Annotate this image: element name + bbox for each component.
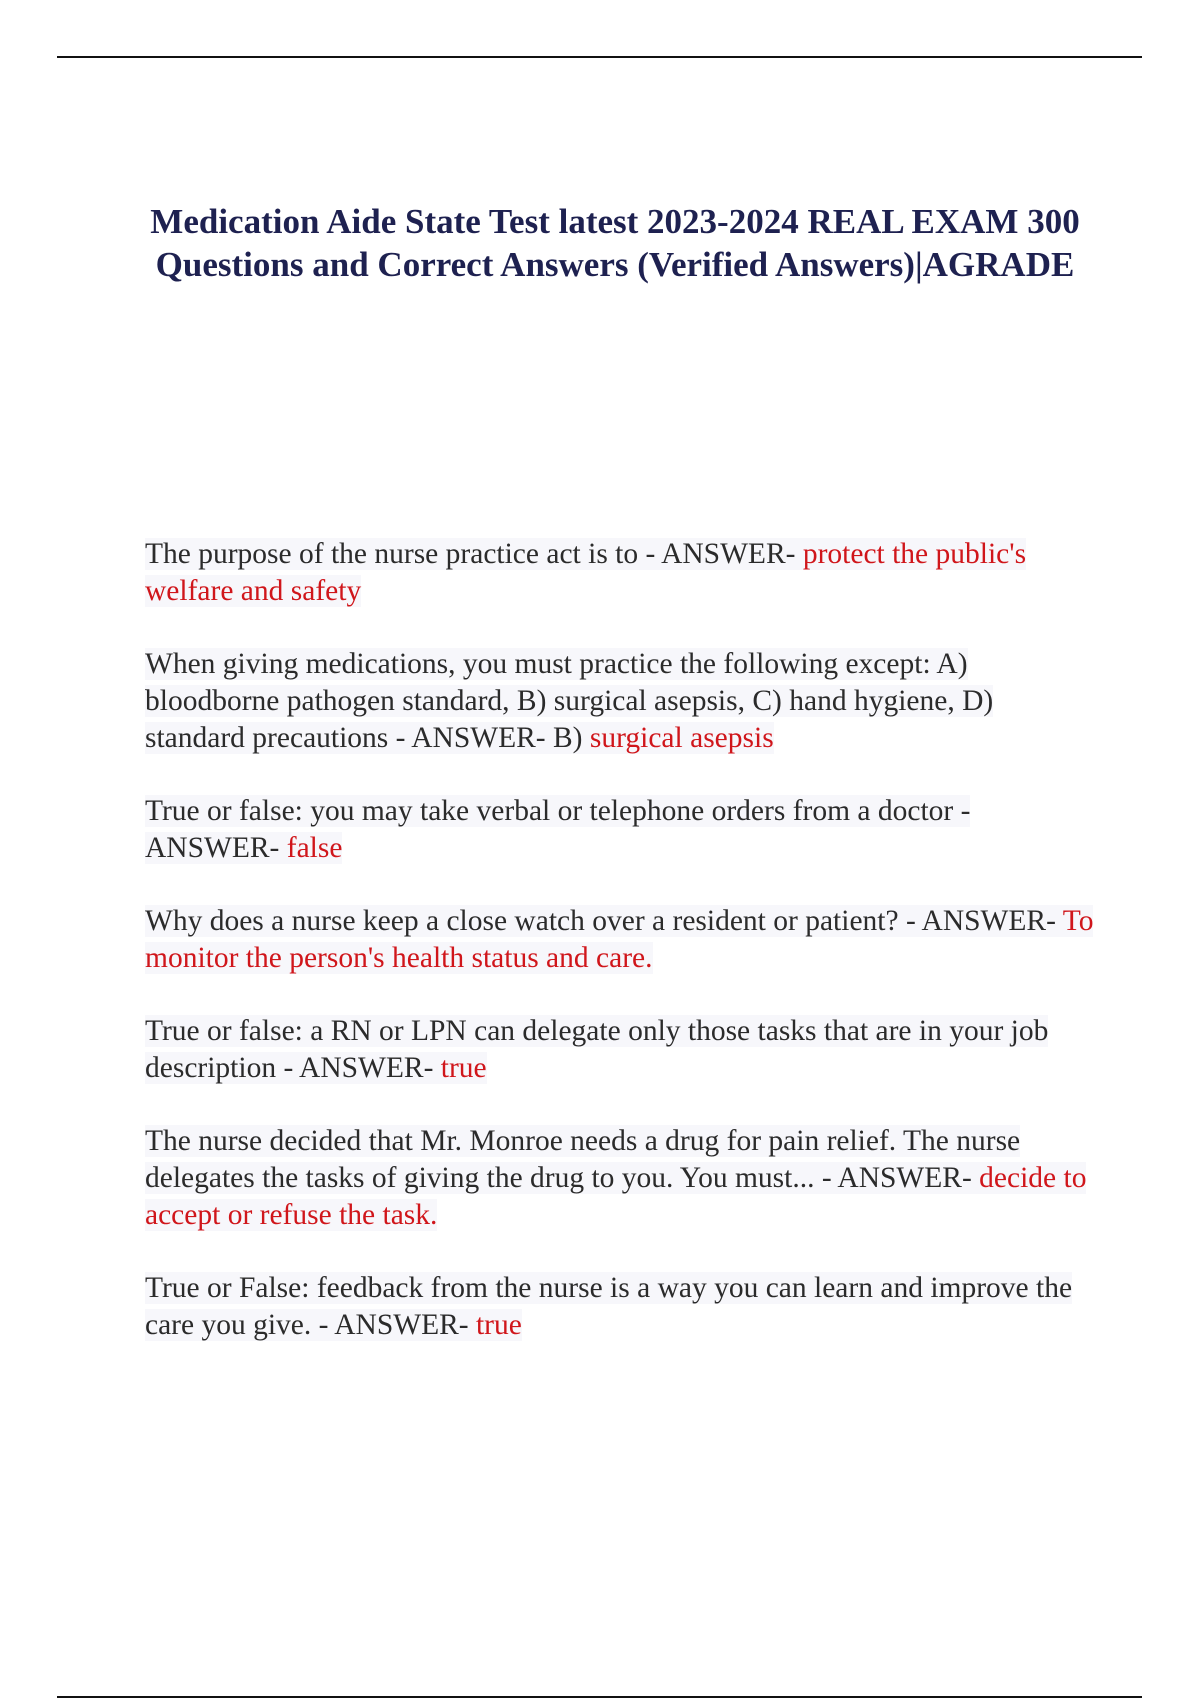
qa-item-1: [145, 536, 1095, 610]
qa-list: [145, 536, 1095, 1380]
question-text: The purpose of the nurse practice act is to - ANSWER-: [145, 538, 803, 570]
answer-text: true: [475, 1309, 522, 1341]
question-text: True or false: a RN or LPN can delegate only those tasks that are in your job description - ANSWER-: [145, 1015, 1049, 1084]
question-text: When giving medications, you must practice the following except: A) bloodborne pathogen standard, B) surgical asepsis, C) hand hygiene, D) standard precautions - ANSWER- B): [145, 648, 994, 754]
answer-text: true: [440, 1052, 487, 1084]
qa-item-3: [145, 793, 1095, 867]
answer-text: false: [286, 832, 343, 864]
qa-item-4: [145, 903, 1095, 977]
document-title: Medication Aide State Test latest 2023-2024 REAL EXAM 300 Questions and Correct Answers (Verified Answers)|AGRADE: [150, 202, 1080, 284]
answer-text: surgical asepsis: [589, 722, 774, 754]
question-text: The nurse decided that Mr. Monroe needs a drug for pain relief. The nurse delegates the tasks of giving the drug to you. You must... - ANSWER-: [145, 1125, 1021, 1194]
qa-item-7: [145, 1270, 1095, 1344]
top-rule: [57, 56, 1142, 58]
answer-text: decide to accept or refuse the task.: [145, 1162, 1087, 1231]
answer-text: To monitor the person's health status and care.: [145, 905, 1094, 974]
bottom-rule: [57, 1696, 1142, 1698]
qa-item-5: [145, 1013, 1095, 1087]
answer-text: protect the public's welfare and safety: [145, 538, 1027, 607]
question-text: True or false: you may take verbal or telephone orders from a doctor - ANSWER-: [145, 795, 971, 864]
qa-item-2: [145, 646, 1095, 757]
qa-item-6: [145, 1123, 1095, 1234]
question-text: Why does a nurse keep a close watch over a resident or patient? - ANSWER-: [145, 905, 1063, 937]
question-text: True or False: feedback from the nurse is a way you can learn and improve the care you give. - ANSWER-: [145, 1272, 1073, 1341]
